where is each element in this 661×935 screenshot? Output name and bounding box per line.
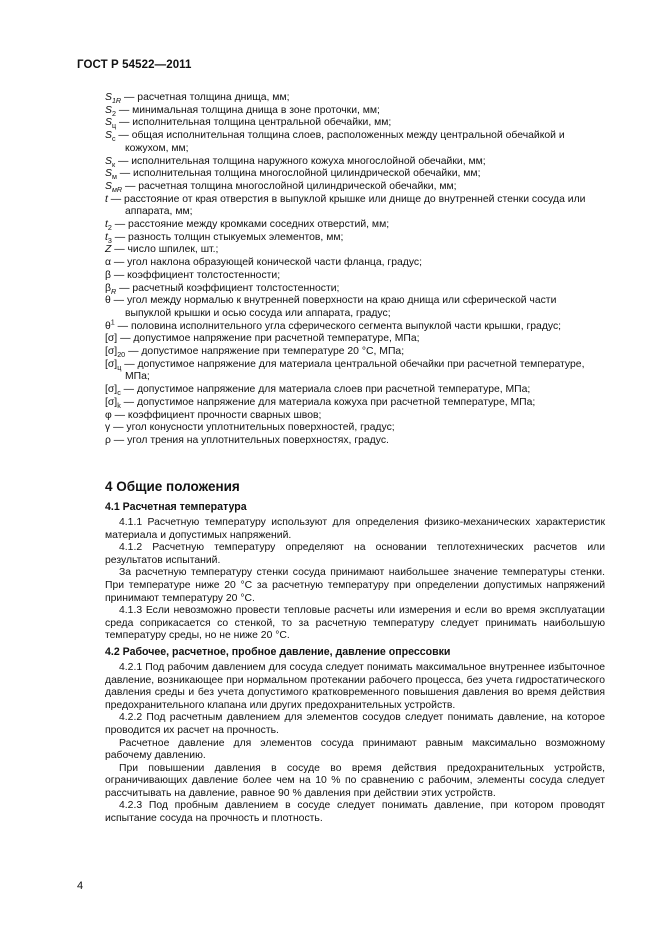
symbol-description: — исполнительная толщина центральной обечайки, мм; [116,117,392,129]
symbol-definition [105,232,605,245]
section-title: 4 Общие положения [105,479,240,494]
symbol-subscript: с [111,134,116,144]
symbol-definition [105,397,605,410]
symbol-name: θ [105,295,111,307]
symbol-definition [105,410,605,423]
symbol-name: S [105,104,112,116]
symbol-description: — число шпилек, шт.; [111,244,219,256]
paragraph-4-2-2c: При повышении давления в сосуде во время действия предохранительных устройств, ограничивающих давление более чем на 10 % по сравнению с рабочим, элементы сосуда следует рассчитывать на давление, равное 90 % давления при действии этих устройств. [105,762,605,799]
section-4 [105,479,605,826]
symbol-name: θ [105,320,111,332]
symbol-definition [105,168,605,181]
symbol-name: β [105,282,111,294]
symbol-definition [105,435,605,448]
symbol-description: — допустимое напряжение для материала слоев при расчетной температуре, МПа; [120,384,531,396]
symbol-description: — коэффициент толстостенности; [110,269,281,281]
symbol-description: — допустимое напряжение для материала кожуха при расчетной температуре, МПа; [120,396,536,408]
subsection-title-4-1: 4.1 Расчетная температура [105,501,247,513]
symbol-name: [σ] [105,333,118,345]
symbol-description: — допустимое напряжение при расчетной температуре, МПа; [117,333,420,345]
symbol-description: — расчетная толщина многослойной цилиндрической обечайки, мм; [122,180,457,192]
symbol-name: S [105,168,112,180]
symbol-description: — допустимое напряжение для материала центральной обечайки при расчетной температуре, МПа; [121,358,585,383]
symbol-name: t [105,231,108,243]
symbol-definition [105,384,605,397]
symbol-name: β [105,269,111,281]
paragraph-4-1-1: 4.1.1 Расчетную температуру используют для определения физико-механических характеристик материала и допустимых напряжений. [105,517,605,541]
paragraph-4-2-3: 4.2.3 Под пробным давлением в сосуде следует понимать давление, при котором проводят испытание сосуда на прочность и плотность. [105,800,605,825]
symbol-subscript: ц [117,362,122,372]
symbol-definition [105,257,605,270]
symbol-name: t [105,193,108,205]
symbol-description: — угол между нормалью к внутренней поверхности на краю днища или сферической части выпуклой крышки и осью сосуда или аппарата, градус; [110,295,557,319]
symbol-definition [105,317,605,334]
symbol-description: — исполнительная толщина наружного кожуха многослойной обечайки, мм; [115,155,486,167]
symbol-superscript: 1 [110,317,115,327]
symbol-definition [105,181,605,194]
symbol-subscript: 20 [117,350,126,360]
symbol-subscript: к [111,159,116,169]
symbol-description: — половина исполнительного угла сферического сегмента выпуклой части крышки, градус; [114,320,562,332]
symbol-subscript: м [111,172,117,182]
symbol-subscript: мR [111,185,123,194]
symbol-definition [105,219,605,232]
paragraph-4-2-1: 4.2.1 Под рабочим давлением для сосуда следует понимать максимальное внутреннее избыточное давление, возникающее при нормальном протекании рабочего процесса, без учета гидростатического давления среды и без учета допустимого кратковременного повышения давления во время действия предохранительного клапана или других предохранительных устройств. [105,661,605,711]
symbol-definition [105,244,605,257]
symbol-description: — допустимое напряжение при температуре 20 °С, МПа; [125,346,405,358]
symbol-definition [105,295,605,320]
symbol-definition [105,333,605,346]
symbol-list [105,92,605,448]
paragraph-4-1-3: 4.1.3 Если невозможно провести тепловые расчеты или измерения и если во время эксплуатации среда соприкасается со стенкой, то за расчетную температуру следует принимать наибольшую температуру среды, но не ниже 20 °С. [105,605,605,642]
symbol-name: S [105,180,112,192]
symbol-description: — расчетная толщина днища, мм; [121,92,290,103]
paragraph-4-1-2: 4.1.2 Расчетную температуру определяют на основании теплотехнических расчетов или результатов испытаний. [105,542,605,566]
symbol-subscript: R [110,286,117,296]
symbol-name: S [105,130,112,142]
symbol-name: [σ] [105,358,118,370]
symbol-definition [105,283,605,296]
symbol-definition [105,156,605,169]
paragraph-4-2-2: 4.2.2 Под расчетным давлением для элементов сосудов следует понимать давление, на которое проводится их расчет на прочность. [105,712,605,736]
symbol-subscript: 2 [107,223,112,233]
symbol-subscript: k [117,400,121,410]
symbol-name: φ [105,409,112,421]
symbol-name: ρ [105,434,111,446]
symbol-description: — расчетный коэффициент толстостенности; [116,282,340,294]
symbol-description: — разность толщин стыкуемых элементов, мм; [111,231,344,243]
symbol-subscript: с [117,388,121,398]
symbol-description: — исполнительная толщина многослойной цилиндрической обечайки, мм; [116,168,481,180]
symbol-definition [105,130,605,155]
symbol-name: [σ] [105,384,118,396]
symbol-description: — расстояние от края отверстия в выпуклой крышке или днище до внутренней стенки сосуда или аппарата, мм; [107,193,586,218]
subsection-title-4-2: 4.2 Рабочее, расчетное, пробное давление, давление опрессовки [105,645,451,658]
symbol-definition [105,117,605,130]
symbol-description: — коэффициент прочности сварных швов; [111,409,322,421]
symbol-name: [σ] [105,396,118,408]
symbol-name: S [105,117,112,129]
symbol-description: — общая исполнительная толщина слоев, расположенных между центральной обечайкой и кожухом, мм; [115,130,565,154]
symbol-description: — угол трения на уплотнительных поверхностях, градус. [110,434,389,446]
symbol-description: — угол наклона образующей конической части фланца, градус; [111,257,423,269]
document-header: ГОСТ Р 54522—2011 [77,59,192,71]
symbol-description: — расстояние между кромками соседних отверстий, мм; [111,219,390,231]
symbol-description: — минимальная толщина днища в зоне проточки, мм; [115,104,380,116]
page-number: 4 [77,880,84,892]
symbol-name: [σ] [105,346,118,358]
symbol-definition [105,194,605,219]
symbol-name: γ [105,422,111,434]
symbol-name: S [105,155,112,167]
symbol-name: S [105,92,112,103]
symbol-name: t [105,219,108,231]
symbol-definition [105,346,605,359]
symbol-subscript: ц [111,121,117,131]
symbol-definition [105,422,605,435]
symbol-subscript: 3 [107,235,112,245]
symbol-subscript: 1R [111,96,122,106]
symbol-subscript: 2 [111,108,116,118]
symbol-definition [105,270,605,283]
symbol-definition [105,359,605,384]
symbol-name: Z [105,244,112,256]
symbol-definition [105,92,605,105]
paragraph-4-1-2b: За расчетную температуру стенки сосуда принимают наибольшее значение температуры стенки. При температуре ниже 20 °С за расчетную температуру при определении допустимых напряжений принимают температуру 20 °С. [105,567,605,604]
symbol-description: — угол конусности уплотнительных поверхностей, градус; [110,422,395,434]
paragraph-4-2-2b: Расчетное давление для элементов сосуда принимают равным максимально возможному рабочему давлению. [105,737,605,762]
symbol-definition [105,105,605,118]
symbol-name: α [105,257,112,269]
